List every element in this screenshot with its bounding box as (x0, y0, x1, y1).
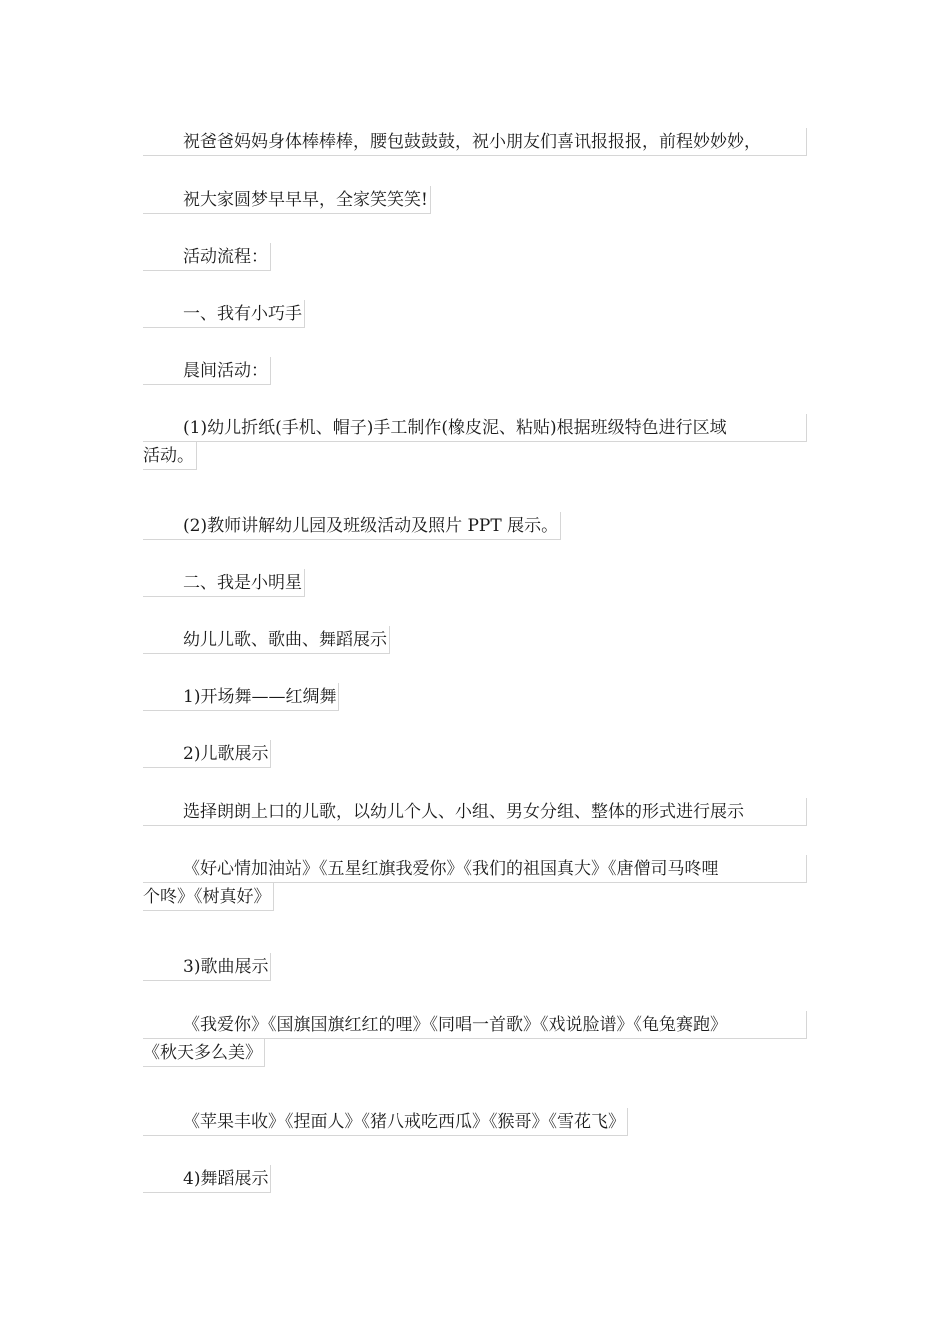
section-heading-1 (143, 300, 305, 328)
paragraph-songs-list-2 (143, 1108, 628, 1136)
paragraph-rhymes-desc (143, 798, 807, 826)
paragraph-item-2 (143, 512, 561, 540)
paragraph-songs-list-1 (143, 1011, 807, 1067)
section-heading-2 (143, 569, 305, 597)
text-line: 《我爱你》《国旗国旗红红的哩》《同唱一首歌》《戏说脸谱》《龟兔赛跑》 (143, 1011, 807, 1039)
paragraph-dance-heading (143, 1165, 271, 1193)
text-line: 选择朗朗上口的儿歌，以幼儿个人、小组、男女分组、整体的形式进行展示 (143, 798, 807, 826)
text-line: 祝爸爸妈妈身体棒棒棒，腰包鼓鼓鼓，祝小朋友们喜讯报报报，前程妙妙妙， (143, 128, 807, 156)
paragraph-blessing-2 (143, 186, 431, 214)
text-line: 3)歌曲展示 (143, 953, 271, 981)
text-line: 《好心情加油站》《五星红旗我爱你》《我们的祖国真大》《唐僧司马咚哩 (143, 855, 807, 883)
paragraph-item-1 (143, 414, 807, 470)
paragraph-songs-heading (143, 953, 271, 981)
paragraph-opening-dance (143, 683, 339, 711)
paragraph-process-heading (143, 243, 271, 271)
text-line: 活动。 (143, 442, 197, 470)
paragraph-rhymes-list (143, 855, 807, 911)
text-line: 幼儿儿歌、歌曲、舞蹈展示 (143, 626, 390, 654)
text-line: 祝大家圆梦早早早，全家笑笑笑! (143, 186, 431, 214)
text-line: 晨间活动： (143, 357, 271, 385)
text-line: (2)教师讲解幼儿园及班级活动及照片 PPT 展示。 (143, 512, 561, 540)
text-line: 1)开场舞——红绸舞 (143, 683, 339, 711)
text-line: 2)儿歌展示 (143, 740, 271, 768)
text-line: 二、我是小明星 (143, 569, 305, 597)
paragraph-morning-activity (143, 357, 271, 385)
paragraph-rhymes-heading (143, 740, 271, 768)
text-line: 4)舞蹈展示 (143, 1165, 271, 1193)
text-line: 一、我有小巧手 (143, 300, 305, 328)
text-line: 活动流程： (143, 243, 271, 271)
text-line: 个咚》《树真好》 (143, 883, 274, 911)
text-line: 《秋天多么美》 (143, 1039, 265, 1067)
text-line: 《苹果丰收》《捏面人》《猪八戒吃西瓜》《猴哥》《雪花飞》 (143, 1108, 628, 1136)
paragraph-blessing-1 (143, 128, 807, 156)
text-line: (1)幼儿折纸(手机、帽子)手工制作(橡皮泥、粘贴)根据班级特色进行区域 (143, 414, 807, 442)
paragraph-show-intro (143, 626, 390, 654)
